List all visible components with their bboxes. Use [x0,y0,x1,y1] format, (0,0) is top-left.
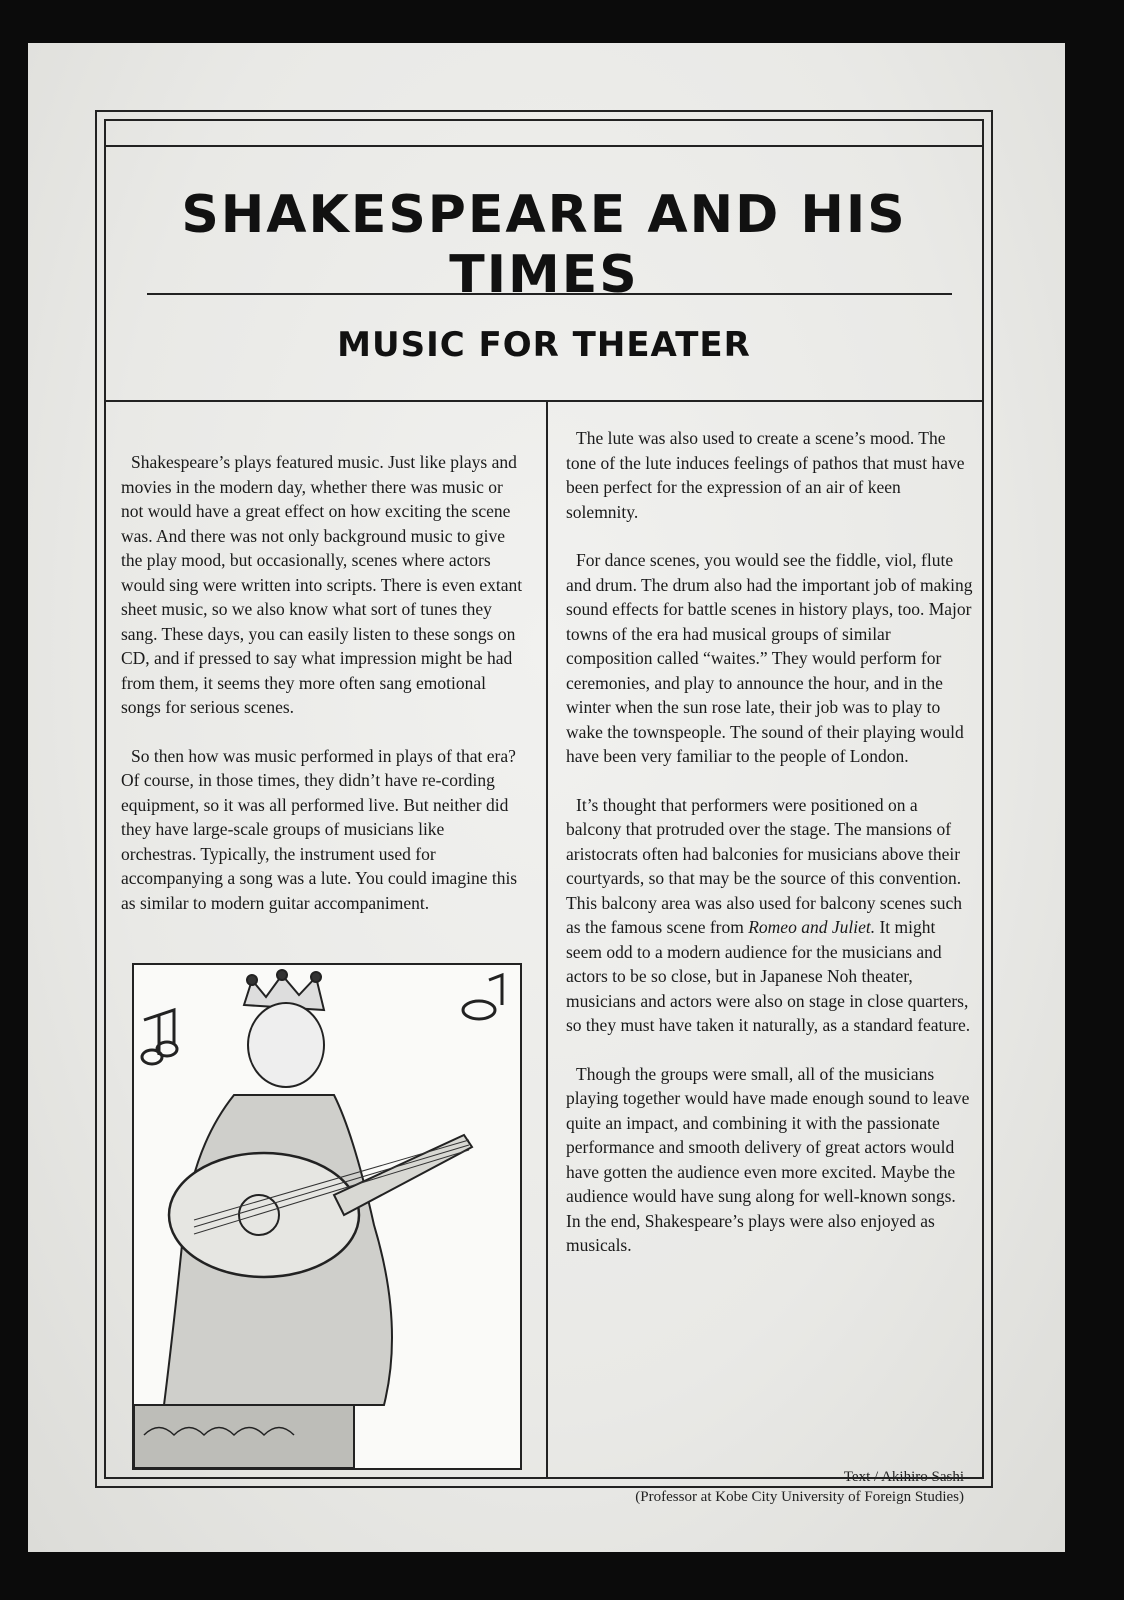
lute-player-illustration [132,963,522,1470]
crowned-lute-player-icon [134,965,520,1468]
page-title: SHAKESPEARE AND HIS TIMES [181,185,907,305]
paragraph: The lute was also used to create a scene’s mood. The tone of the lute induces feelings of pathos that must have been perfect for the expression of an air of keen solemnity. [566,428,965,522]
paragraph [566,793,974,1038]
paragraph-text: It’s thought that performers were positioned on a balcony that protruded over the stage. The mansions of aristocrats often had balconies for musicians above their courtyards, so that may be the source of this convention. This balcony area was also used for balcony scenes such as the famous scene from [566,794,963,937]
play-title: Romeo and Juliet. [748,917,876,937]
section-subtitle: MUSIC FOR THEATER [337,325,751,365]
credit-line: (Professor at Kobe City University of Foreign Studies) [635,1489,964,1505]
paragraph: Though the groups were small, all of the musicians playing together would have made enough sound to leave quite an impact, and combining it with the passionate performance and smooth delivery of great actors would have gotten the audience even more excited. Maybe the audience would have sung along for well-known songs. In the end, Shakespeare’s plays were also enjoyed as musicals. [566,1063,970,1255]
right-column [566,426,974,1282]
header-divider [104,400,984,402]
title-divider [147,293,952,295]
paragraph-text: It might seem odd to a modern audience for the musicians and actors to be so close, but in Japanese Noh theater, musicians and actors were also on stage in close quarters, so they must have taken it naturally, as a standard feature. [566,917,971,1035]
credit-line: Text / Akihiro Sashi [843,1469,964,1485]
author-credit [635,1467,964,1507]
top-divider [104,145,984,147]
paragraph: Shakespeare’s plays featured music. Just like plays and movies in the modern day, whether there was music or not would have a great effect on how exciting the scene was. And there was not only background music to give the play mood, but occasionally, scenes where actors would sing were written into scripts. There is even extant sheet music, so we also know what sort of tunes they sang. These days, you can easily listen to these songs on CD, and if pressed to say what impression might be had from them, it seems they more often sang emotional songs for serious scenes. [121,452,523,717]
column-divider [546,400,548,1479]
left-column [121,450,523,939]
paragraph: So then how was music performed in plays of that era? Of course, in those times, they didn’t have re-cording equipment, so it was all performed live. But neither did they have large-scale groups of musicians like orchestras. Typically, the instrument used for accompanying a song was a lute. You could imagine this as similar to modern guitar accompaniment. [121,745,518,913]
paragraph: For dance scenes, you would see the fiddle, viol, flute and drum. The drum also had the important job of making sound effects for battle scenes in history plays, too. Major towns of the era had musical groups of similar composition called “waites.” They would perform for ceremonies, and play to announce the hour, and in the winter when the sun rose late, their job was to play to wake the townspeople. The sound of their playing would have been very familiar to the people of London. [566,550,973,766]
